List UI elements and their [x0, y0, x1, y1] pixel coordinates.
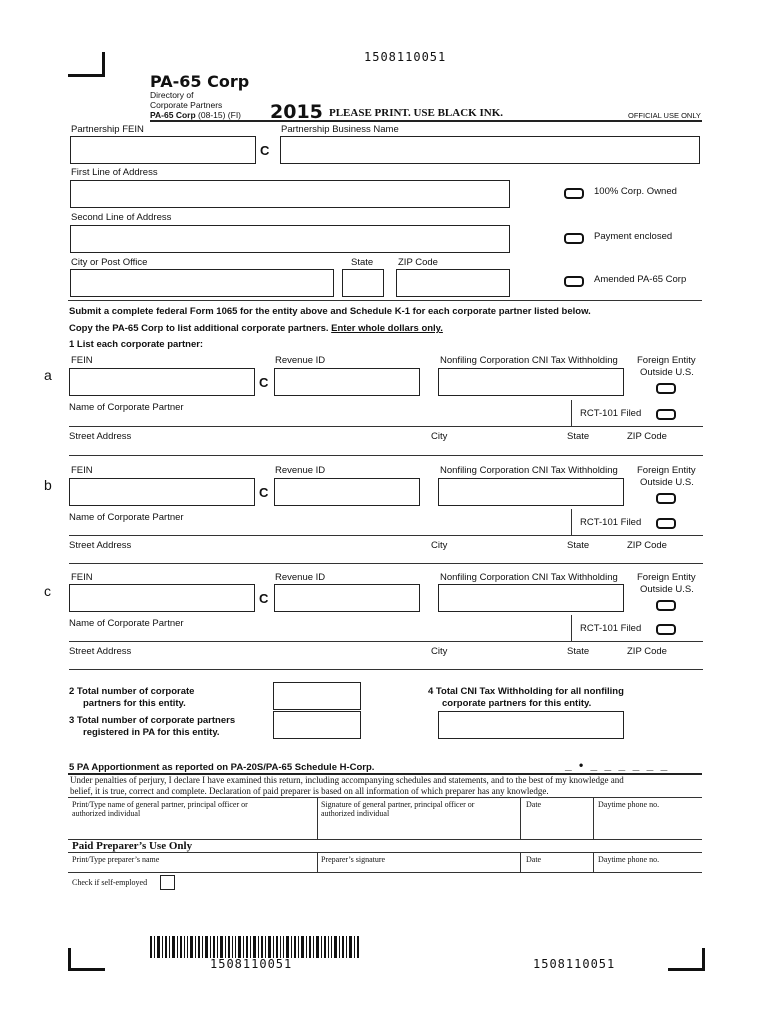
preparer-heading: Paid Preparer’s Use Only [72, 840, 193, 852]
city-label: City or Post Office [71, 257, 148, 268]
partner-name-label: Name of Corporate Partner [69, 512, 184, 523]
sig-divider-1 [317, 797, 318, 839]
self-employed-label: Check if self-employed [72, 878, 148, 887]
form-subtitle-2: Corporate Partners [150, 100, 223, 110]
apportionment-label: 5 PA Apportionment as reported on PA-20S/PA-65 Schedule H-Corp. [69, 762, 375, 773]
form-id: PA-65 Corp [150, 72, 250, 91]
foreign-entity-label: Foreign Entity [637, 465, 696, 476]
c-mark: C [259, 375, 269, 390]
form-revision: (08-15) (FI) [198, 110, 242, 120]
foreign-entity-oval[interactable] [656, 383, 676, 394]
preparer-phone-label: Daytime phone no. [598, 855, 660, 864]
owned-oval[interactable] [564, 188, 584, 199]
business-name-input[interactable] [280, 136, 700, 164]
corner-mark-bottom-right [668, 948, 705, 971]
barcode-number-right: 1508110051 [533, 957, 616, 971]
nonfiling-label: Nonfiling Corporation CNI Tax Withholding [440, 572, 618, 583]
name-underline [69, 535, 703, 536]
section-divider [68, 300, 702, 301]
sig-divider-2 [520, 797, 521, 839]
business-name-label: Partnership Business Name [281, 124, 399, 135]
preparer-heading-line [68, 852, 702, 853]
total-partners-label-2: partners for this entity. [83, 698, 186, 709]
foreign-entity-label: Foreign Entity [637, 355, 696, 366]
print-name-label-1: Print/Type name of general partner, principal officer or [72, 800, 248, 809]
street-underline [69, 563, 703, 564]
zip-input[interactable] [396, 269, 510, 297]
street-underline [69, 669, 703, 670]
form-subtitle-3 [150, 110, 241, 120]
instruction-line-3: 1 List each corporate partner: [69, 339, 204, 350]
revenue-id-input[interactable] [274, 478, 420, 506]
state-label: State [351, 257, 374, 268]
address1-input[interactable] [70, 180, 510, 208]
foreign-entity-oval[interactable] [656, 600, 676, 611]
street-label: Street Address [69, 540, 132, 551]
instruction-line-2 [69, 323, 443, 334]
cni-withholding-input[interactable] [438, 478, 624, 506]
foreign-entity-oval[interactable] [656, 493, 676, 504]
rct-oval[interactable] [656, 624, 676, 635]
form-code: PA-65 Corp [150, 110, 196, 120]
partner-name-input[interactable] [69, 414, 559, 426]
rct-box-left [571, 509, 572, 535]
corner-mark-bottom-left [68, 948, 105, 971]
preparer-bottom-line [68, 872, 702, 873]
corner-mark-top-left [68, 52, 105, 77]
state-label: State [567, 431, 590, 442]
foreign-entity-label: Foreign Entity [637, 572, 696, 583]
barcode-graphic [150, 936, 362, 958]
zip-label: ZIP Code [627, 540, 667, 551]
date-label: Date [526, 800, 542, 809]
name-underline [69, 641, 703, 642]
total-cni-input[interactable] [438, 711, 624, 739]
barcode-number-bottom: 1508110051 [210, 957, 293, 971]
signature-label-1: Signature of general partner, principal officer or [321, 800, 475, 809]
nonfiling-label: Nonfiling Corporation CNI Tax Withholding [440, 465, 618, 476]
zip-label: ZIP Code [627, 431, 667, 442]
declaration-line-1: Under penalties of perjury, I declare I have examined this return, including accompanying schedules and statements, and to the best of my knowledge and [70, 775, 624, 785]
name-underline [69, 426, 703, 427]
registered-partners-label-1: 3 Total number of corporate partners [69, 715, 236, 726]
apportionment-input[interactable]: _ • _ _ _ _ _ _ [565, 758, 670, 772]
print-name-label-2: authorized individual [72, 809, 141, 818]
partner-name-label: Name of Corporate Partner [69, 402, 184, 413]
prep-divider-1 [317, 852, 318, 872]
city-label: City [431, 646, 448, 657]
partner-letter: a [44, 367, 52, 383]
zip-label: ZIP Code [398, 257, 438, 268]
rct-box-left [571, 400, 572, 426]
nonfiling-label: Nonfiling Corporation CNI Tax Withholding [440, 355, 618, 366]
rct-label: RCT-101 Filed [580, 623, 642, 634]
form-subtitle-1: Directory of [150, 90, 194, 100]
official-use-label: OFFICIAL USE ONLY [628, 111, 701, 120]
amended-label: Amended PA-65 Corp [594, 274, 687, 285]
zip-label: ZIP Code [627, 646, 667, 657]
c-mark: C [259, 485, 269, 500]
cni-withholding-input[interactable] [438, 584, 624, 612]
partnership-fein-input[interactable] [70, 136, 256, 164]
revenue-id-label: Revenue ID [275, 572, 326, 583]
registered-partners-label-2: registered in PA for this entity. [83, 727, 220, 738]
partner-fein-input[interactable] [69, 368, 255, 396]
outside-us-label: Outside U.S. [640, 477, 694, 488]
preparer-name-label: Print/Type preparer’s name [72, 855, 160, 864]
instruction-whole-dollars: Enter whole dollars only. [331, 323, 443, 334]
payment-label: Payment enclosed [594, 231, 673, 242]
partner-name-label: Name of Corporate Partner [69, 618, 184, 629]
self-employed-checkbox[interactable] [160, 875, 175, 890]
address1-label: First Line of Address [71, 167, 158, 178]
partnership-fein-label: Partnership FEIN [71, 124, 144, 135]
partner-letter: c [44, 583, 51, 599]
cni-withholding-input[interactable] [438, 368, 624, 396]
city-label: City [431, 431, 448, 442]
total-cni-label-1: 4 Total CNI Tax Withholding for all nonfiling [428, 686, 624, 697]
preparer-signature-label: Preparer’s signature [321, 855, 386, 864]
address2-input[interactable] [70, 225, 510, 253]
street-label: Street Address [69, 431, 132, 442]
total-partners-input[interactable] [273, 682, 361, 710]
fein-label: FEIN [71, 465, 93, 476]
partner-fein-input[interactable] [69, 478, 255, 506]
barcode-number-top: 1508110051 [364, 50, 447, 64]
outside-us-label: Outside U.S. [640, 584, 694, 595]
registered-partners-input[interactable] [273, 711, 361, 739]
rct-label: RCT-101 Filed [580, 517, 642, 528]
rct-oval[interactable] [656, 409, 676, 420]
total-partners-label-1: 2 Total number of corporate [69, 686, 195, 697]
signature-label-2: authorized individual [321, 809, 390, 818]
prep-divider-2 [520, 852, 521, 872]
prep-divider-3 [593, 852, 594, 872]
partner-letter: b [44, 477, 52, 493]
outside-us-label: Outside U.S. [640, 367, 694, 378]
c-mark-top: C [260, 143, 270, 158]
fein-label: FEIN [71, 355, 93, 366]
state-label: State [567, 540, 590, 551]
address2-label: Second Line of Address [71, 212, 172, 223]
fein-label: FEIN [71, 572, 93, 583]
rct-oval[interactable] [656, 518, 676, 529]
city-input[interactable] [70, 269, 334, 297]
partner-fein-input[interactable] [69, 584, 255, 612]
header-divider [150, 120, 702, 122]
amended-oval[interactable] [564, 276, 584, 287]
sig-divider-3 [593, 797, 594, 839]
total-cni-label-2: corporate partners for this entity. [442, 698, 592, 709]
revenue-id-label: Revenue ID [275, 355, 326, 366]
c-mark: C [259, 591, 269, 606]
signature-top-line [68, 797, 702, 798]
print-instruction: PLEASE PRINT. USE BLACK INK. [329, 107, 503, 119]
revenue-id-input[interactable] [274, 584, 420, 612]
phone-label: Daytime phone no. [598, 800, 660, 809]
declaration-line-2: belief, it is true, correct and complete. Declaration of paid preparer is based on all information of which preparer has any knowledge. [70, 786, 549, 796]
revenue-id-label: Revenue ID [275, 465, 326, 476]
street-label: Street Address [69, 646, 132, 657]
state-input[interactable] [342, 269, 384, 297]
instruction-copy: Copy the PA-65 Corp to list additional corporate partners. [69, 323, 329, 334]
rct-box-left [571, 615, 572, 641]
owned-label: 100% Corp. Owned [594, 186, 677, 197]
rct-label: RCT-101 Filed [580, 408, 642, 419]
instruction-line-1: Submit a complete federal Form 1065 for the entity above and Schedule K-1 for each corporate partner listed below. [69, 306, 591, 317]
state-label: State [567, 646, 590, 657]
payment-oval[interactable] [564, 233, 584, 244]
tax-year: 2015 [270, 101, 323, 123]
preparer-date-label: Date [526, 855, 542, 864]
revenue-id-input[interactable] [274, 368, 420, 396]
city-label: City [431, 540, 448, 551]
street-underline [69, 455, 703, 456]
